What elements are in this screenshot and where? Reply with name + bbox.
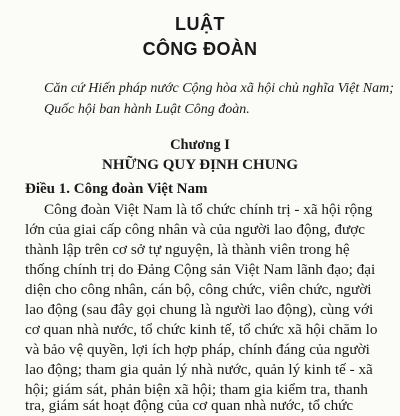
article-line: cơ quan nhà nước, tổ chức kinh tế, tổ chức xã hội chăm lo [25, 321, 378, 338]
article-line: thành lập trên cơ sở tự nguyện, là thành viên trong hệ [25, 241, 350, 258]
article-line: lao động; tham gia quản lý nhà nước, quản lý kinh tế - xã [25, 361, 373, 378]
article-line: diện cho công nhân, cán bộ, công chức, viên chức, người [25, 281, 372, 298]
law-title: LUẬT [175, 14, 225, 34]
article-line: hội; giám sát, phản biện xã hội; tham gia kiểm tra, thanh [25, 381, 368, 398]
preamble-line-2: Quốc hội ban hành Luật Công đoàn. [44, 102, 250, 117]
chapter-title: NHỮNG QUY ĐỊNH CHUNG [102, 157, 298, 173]
law-subtitle: CÔNG ĐOÀN [142, 39, 258, 59]
article-line: thống chính trị do Đảng Cộng sản Việt Nam lãnh đạo; đại [25, 261, 376, 278]
article-heading: Điều 1. Công đoàn Việt Nam [25, 181, 208, 197]
preamble-line-1: Căn cứ Hiến pháp nước Cộng hòa xã hội chủ nghĩa Việt Nam; [44, 81, 394, 96]
article-line: tra, giám sát hoạt động của cơ quan nhà nước, tổ chức [25, 397, 354, 414]
article-line: lao động (sau đây gọi chung là người lao động), cùng với [25, 301, 374, 318]
article-line: và bảo vệ quyền, lợi ích hợp pháp, chính đáng của người [25, 341, 370, 358]
chapter-label: Chương I [170, 137, 230, 153]
article-line: lớn của giai cấp công nhân và của người lao động, được [25, 221, 365, 238]
article-line: Công đoàn Việt Nam là tổ chức chính trị - xã hội rộng [44, 201, 373, 218]
